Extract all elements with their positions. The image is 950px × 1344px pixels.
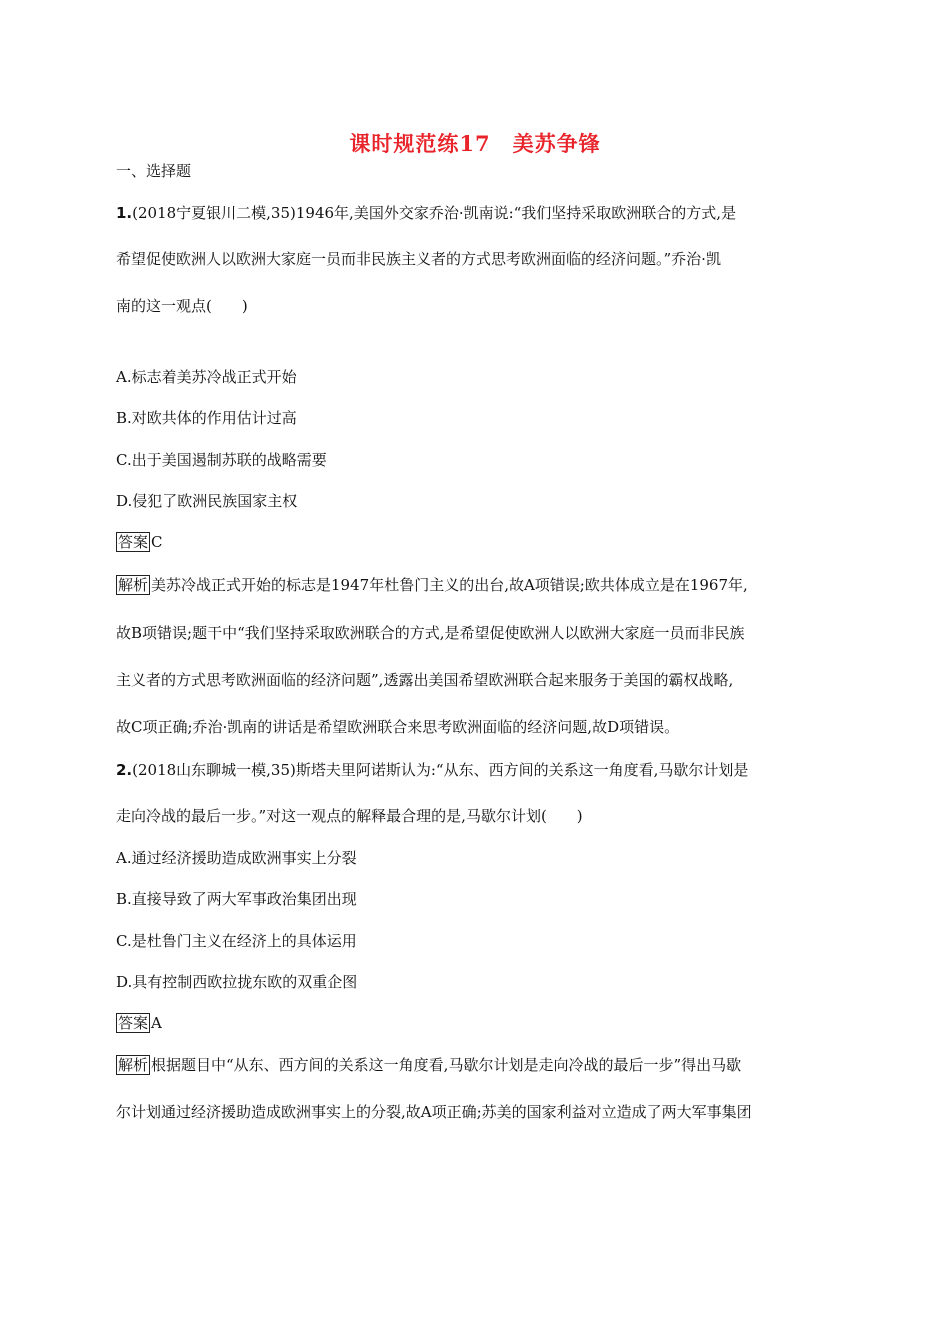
q1-analysis-line-2: 故B项错误;题干中“我们坚持采取欧洲联合的方式,是希望促使欧洲人以欧洲大家庭一员而非民族: [116, 624, 745, 642]
q1-analysis-line-3: 主义者的方式思考欧洲面临的经济问题”,透露出美国希望欧洲联合起来服务于美国的霸权战略,: [116, 671, 734, 689]
q2-stem-line-2: 走向冷战的最后一步。”对这一观点的解释最合理的是,马歇尔计划( ): [116, 807, 583, 825]
q1-stem-line-1: [116, 203, 736, 223]
page-title: 课时规范练17 美苏争锋: [349, 131, 601, 156]
q2-number: 2.: [116, 761, 133, 779]
q2-analysis-line-2: 尔计划通过经济援助造成欧洲事实上的分裂,故A项正确;苏美的国家利益对立造成了两大军事集团: [116, 1103, 752, 1121]
q1-answer-tag: 答案: [118, 533, 149, 551]
q2-analysis-line-1: [116, 1055, 741, 1075]
q1-stem-line-3: 南的这一观点( ): [116, 297, 248, 315]
q1-analysis-tag: 解析: [118, 576, 149, 594]
q2-analysis-text-1: 根据题目中“从东、西方间的关系这一角度看,马歇尔计划是走向冷战的最后一步”得出马歇: [151, 1056, 742, 1074]
q2-answer-value: A: [151, 1014, 162, 1032]
q1-number: 1.: [116, 204, 133, 222]
q1-option-d: D.侵犯了欧洲民族国家主权: [116, 492, 298, 510]
q1-option-b: B.对欧共体的作用估计过高: [116, 409, 297, 427]
q2-answer-tag: 答案: [118, 1014, 149, 1032]
q1-answer: [116, 532, 163, 552]
q2-option-a: A.通过经济援助造成欧洲事实上分裂: [116, 849, 357, 867]
q2-option-c: C.是杜鲁门主义在经济上的具体运用: [116, 932, 357, 950]
q1-analysis-line-1: [116, 575, 748, 595]
q1-stem-text-1: (2018宁夏银川二模,35)1946年,美国外交家乔治·凯南说:“我们坚持采取欧洲联合的方式,是: [132, 204, 737, 222]
q2-stem-text-1: (2018山东聊城一模,35)斯塔夫里阿诺斯认为:“从东、西方间的关系这一角度看,马歇尔计划是: [132, 761, 749, 779]
section-heading: 一、选择题: [116, 162, 192, 180]
q1-stem-line-2: 希望促使欧洲人以欧洲大家庭一员而非民族主义者的方式思考欧洲面临的经济问题。”乔治·凯: [116, 250, 721, 268]
q1-analysis-text-1: 美苏冷战正式开始的标志是1947年杜鲁门主义的出台,故A项错误;欧共体成立是在1967年,: [151, 576, 748, 594]
q1-option-a: A.标志着美苏冷战正式开始: [116, 368, 297, 386]
q1-answer-value: C: [151, 533, 163, 551]
q2-option-b: B.直接导致了两大军事政治集团出现: [116, 890, 357, 908]
q1-analysis-line-4: 故C项正确;乔治·凯南的讲话是希望欧洲联合来思考欧洲面临的经济问题,故D项错误。: [116, 718, 680, 736]
q2-option-d: D.具有控制西欧拉拢东欧的双重企图: [116, 973, 358, 991]
q2-analysis-tag: 解析: [118, 1056, 149, 1074]
q2-stem-line-1: [116, 760, 748, 780]
q1-option-c: C.出于美国遏制苏联的战略需要: [116, 451, 327, 469]
q2-answer: [116, 1013, 162, 1033]
